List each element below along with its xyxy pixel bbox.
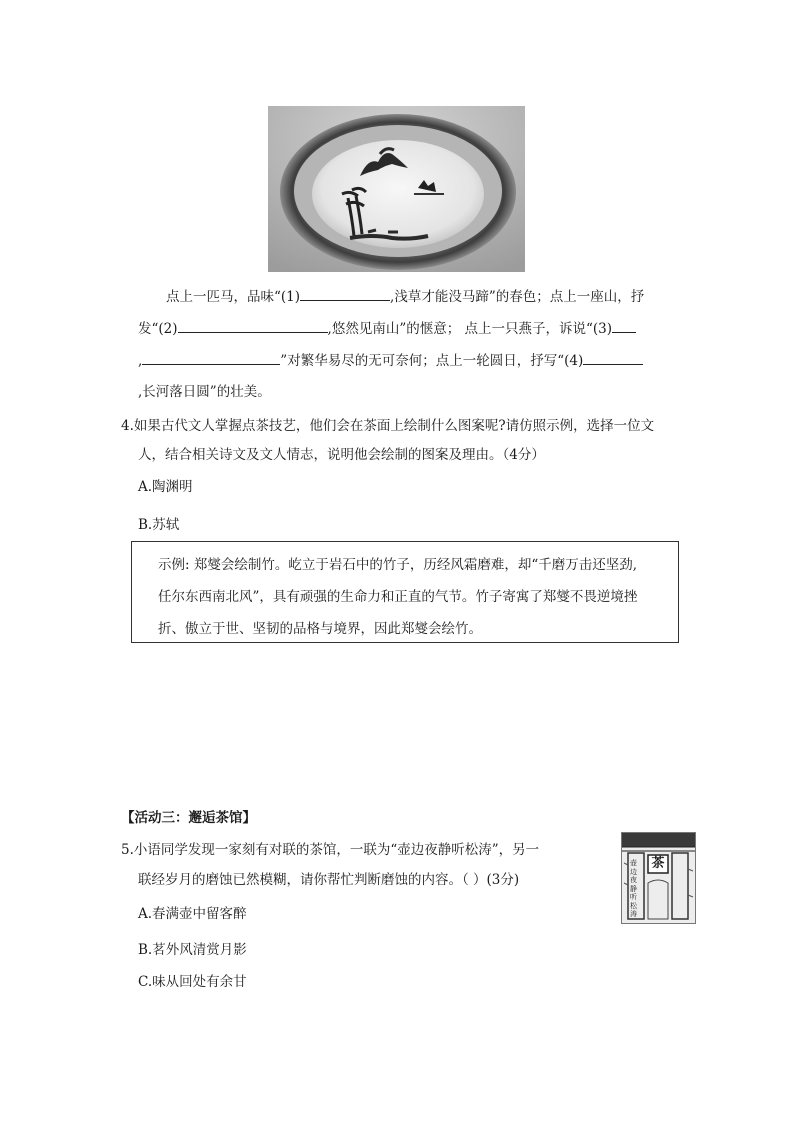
example-line-2: 任尔东西南北风”，具有顽强的生命力和正直的气节。竹子寄寓了郑燮不畏逆境挫 bbox=[158, 589, 638, 605]
example-line-1: 示例: 郑燮会绘制竹。屹立于岩石中的竹子，历经风霜磨难，却“千磨万击还坚劲, bbox=[158, 557, 638, 573]
q4-option-b[interactable]: B.苏轼 bbox=[138, 517, 180, 533]
tea-character: 茶 bbox=[651, 856, 665, 871]
q5-option-b[interactable]: B.茗外风清赏月影 bbox=[138, 942, 247, 958]
q5-option-c[interactable]: C.味从回处有余甘 bbox=[138, 974, 247, 990]
q5-line-2: 联经岁月的磨蚀已然模糊，请你帮忙判断磨蚀的内容。（ ）(3分) bbox=[138, 872, 520, 888]
blank-2[interactable] bbox=[178, 318, 328, 333]
blank-3a[interactable] bbox=[612, 318, 636, 333]
blank-3b[interactable] bbox=[142, 350, 280, 365]
poem-line-3: , ”对繁华易尽的无可奈何；点上一轮圆日，抒写“(4) bbox=[138, 350, 643, 371]
blank-4[interactable] bbox=[583, 350, 643, 365]
q4-line-2: 人，结合相关诗文及文人情志，说明他会绘制的图案及理由。（4分） bbox=[138, 447, 545, 463]
poem-line-2: 发“(2) ,悠然见南山”的惬意； 点上一只燕子，诉说“(3) bbox=[138, 318, 636, 339]
poem-line-4: ,长河落日圆”的壮美。 bbox=[138, 384, 271, 400]
tea-bowl-illustration bbox=[268, 106, 525, 272]
teahouse-sign-photo bbox=[621, 832, 696, 924]
q5-line-1: 5.小语同学发现一家刻有对联的茶馆，一联为“壶边夜静听松涛”，另一 bbox=[121, 842, 540, 858]
q4-line-1: 4.如果古代文人掌握点茶技艺，他们会在茶面上绘制什么图案呢?请仿照示例，选择一位文 bbox=[121, 418, 655, 434]
blank-1[interactable] bbox=[300, 286, 390, 301]
activity3-heading: 【活动三：邂逅茶馆】 bbox=[121, 810, 256, 826]
q4-option-a[interactable]: A.陶渊明 bbox=[138, 479, 193, 495]
sign-couplet: 壶边夜静听松涛 bbox=[630, 859, 637, 918]
poem-line-1: 点上一匹马，品味“(1) ,浅草才能没马蹄”的春色；点上一座山，抒 bbox=[166, 286, 644, 307]
example-line-3: 折、傲立于世、坚韧的品格与境界，因此郑燮会绘竹。 bbox=[158, 621, 482, 637]
tea-bowl-photo bbox=[268, 106, 525, 272]
q5-option-a[interactable]: A.春满壶中留客醉 bbox=[138, 906, 247, 922]
